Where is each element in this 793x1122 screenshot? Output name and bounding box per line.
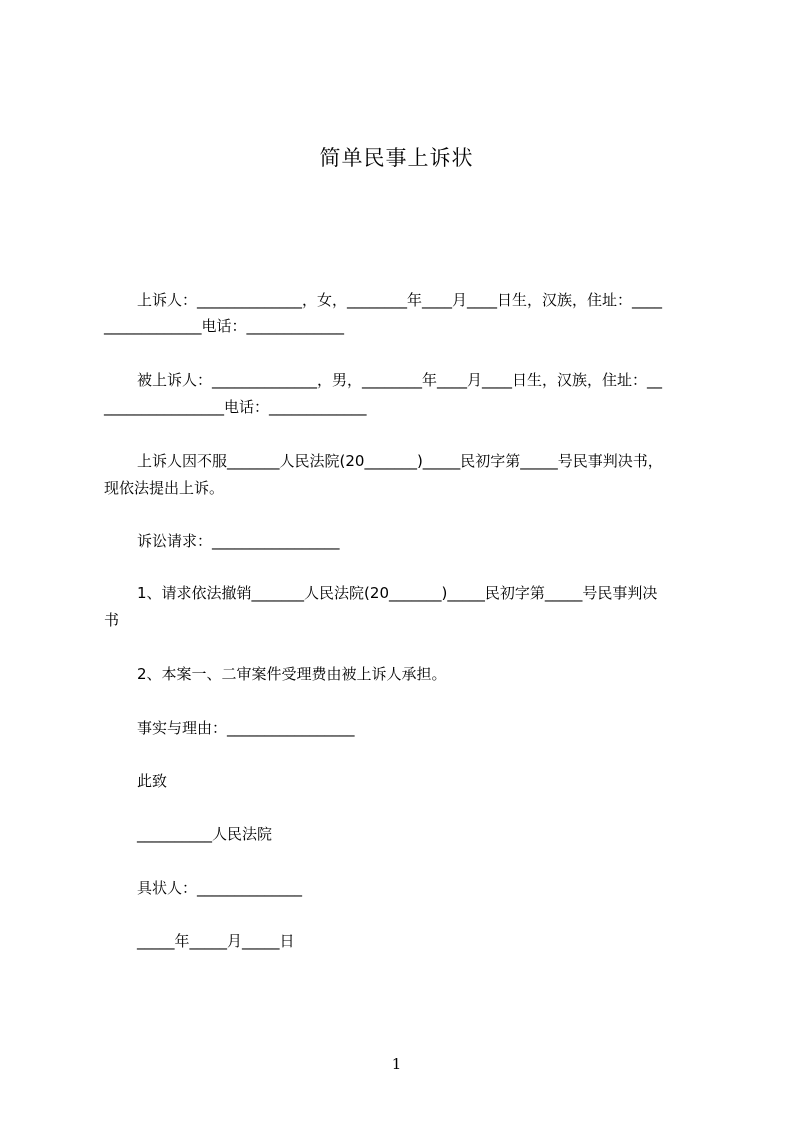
court-name: __________人民法院 [137, 825, 273, 843]
page-number: 1 [391, 1055, 402, 1073]
date-line: _____年_____月_____日 [137, 932, 295, 950]
appellee-line-2: ________________电话：_____________ [104, 398, 367, 416]
signer-line: 具状人：______________ [137, 879, 303, 897]
claim-1-line-1: 1、请求依法撤销_______人民法院(20_______)_____民初字第_____号民事判决 [137, 584, 658, 602]
reason-line-2: 现依法提出上诉。 [104, 479, 225, 497]
appellant-line-2: _____________电话：_____________ [104, 317, 345, 335]
reason-line-1: 上诉人因不服_______人民法院(20_______)_____民初字第_____号民事判决书， [137, 452, 663, 470]
facts-and-reasons: 事实与理由：_________________ [137, 719, 355, 737]
claim-1-line-2: 书 [104, 611, 120, 629]
appellee-line-1: 被上诉人：______________，男，________年____月____日生，汉族，住址：__ [137, 371, 663, 389]
document-title: 简单民事上诉状 [319, 146, 474, 170]
claim-2: 2、本案一、二审案件受理费由被上诉人承担。 [137, 665, 447, 683]
claims-heading: 诉讼请求：_________________ [137, 532, 340, 550]
appellant-line-1: 上诉人：______________，女，________年____月____日生，汉族，住址：____ [137, 291, 663, 309]
closing-salutation: 此致 [137, 772, 168, 790]
